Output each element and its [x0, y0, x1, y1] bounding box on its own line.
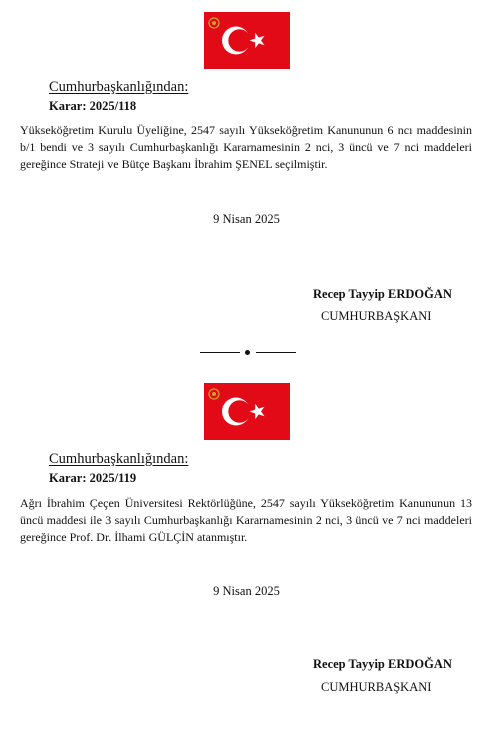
decree-date: 9 Nisan 2025: [213, 584, 280, 598]
section-divider-dot: [245, 350, 250, 355]
divider-line-right: [256, 352, 296, 353]
decree-number: Karar: 2025/118: [49, 99, 137, 113]
flag-svg: [204, 12, 290, 69]
decree-heading: Cumhurbaşkanlığından:: [49, 79, 189, 95]
decree-number: Karar: 2025/119: [49, 471, 137, 485]
divider-line-left: [200, 352, 240, 353]
signatory-title: CUMHURBAŞKANI: [321, 309, 432, 323]
decree-heading: Cumhurbaşkanlığından:: [49, 451, 189, 467]
turkish-flag-icon: [204, 12, 290, 69]
decree-body: Yükseköğretim Kurulu Üyeliğine, 2547 sayılı Yükseköğretim Kanununun 6 ncı maddesinin b/1 bendi ve 3 sayılı Cumhurbaşkanlığı Kararnamesinin 2 nci, 3 üncü ve 7 nci maddeleri gereğince Strateji ve Bütçe Başkanı İbrahim ŞENEL seçilmiştir.: [20, 123, 472, 171]
flag-svg: [204, 383, 290, 440]
turkish-flag-icon: [204, 383, 290, 440]
signatory-title: CUMHURBAŞKANI: [321, 680, 432, 694]
signatory-name: Recep Tayyip ERDOĞAN: [313, 287, 452, 301]
section-divider: [200, 350, 296, 356]
decree-date: 9 Nisan 2025: [213, 212, 280, 226]
signatory-name: Recep Tayyip ERDOĞAN: [313, 657, 452, 671]
decree-body: Ağrı İbrahim Çeçen Üniversitesi Rektörlüğüne, 2547 sayılı Yükseköğretim Kanununun 13 üncü maddesi ile 3 sayılı Cumhurbaşkanlığı Kararnamesinin 2 nci, 3 üncü ve 7 nci maddeleri gereğince Prof. Dr. İlhami GÜLÇİN atanmıştır.: [20, 496, 472, 544]
